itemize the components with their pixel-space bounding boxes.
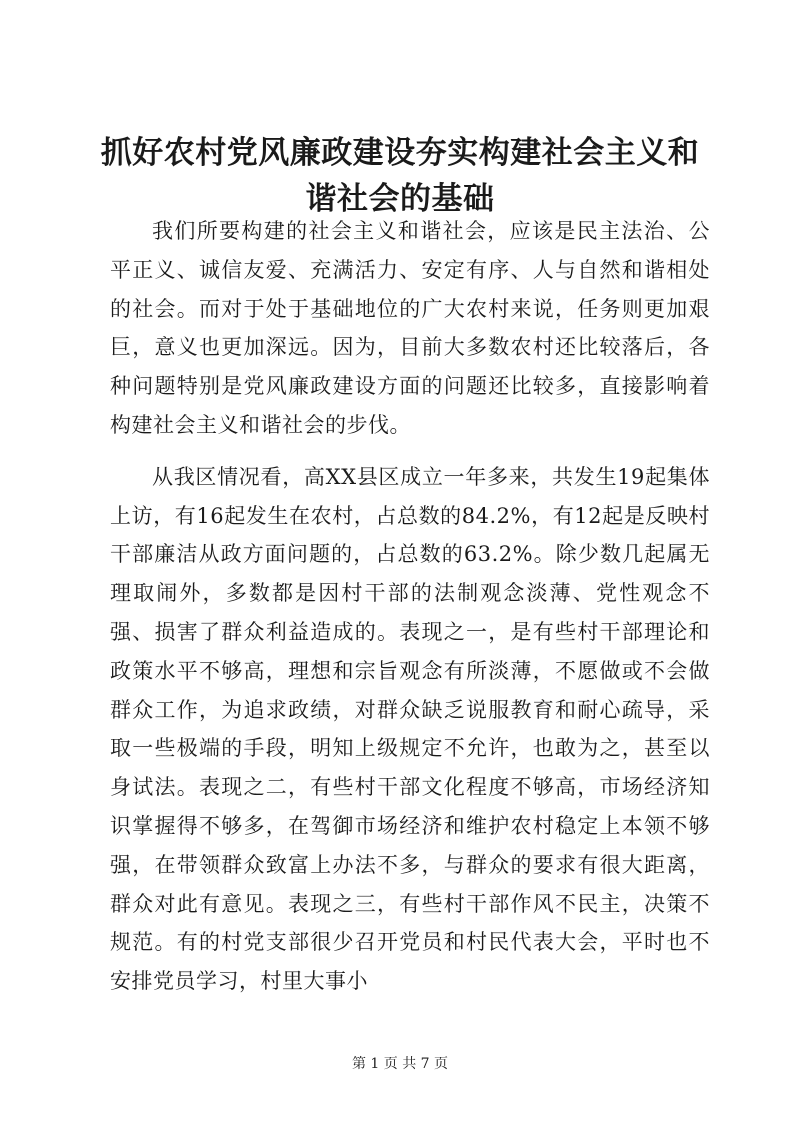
page-number-footer: 第 1 页 共 7 页: [351, 1056, 449, 1072]
document-body: [110, 212, 710, 1001]
document-title: 抓好农村党风廉政建设夯实构建社会主义和谐社会的基础: [100, 135, 700, 217]
paragraph-2: 从我区情况看，高XX县区成立一年多来，共发生19起集体上访，有16起发生在农村，占总数的84.2%，有12起是反映村干部廉洁从政方面问题的，占总数的63.2%。除少数几起属无理取闹外，多数都是因村干部的法制观念淡薄、党性观念不强、损害了群众利益造成的。表现之一，是有些村干部理论和政策水平不够高，理想和宗旨观念有所淡薄，不愿做或不会做群众工作，为追求政绩，对群众缺乏说服教育和耐心疏导，采取一些极端的手段，明知上级规定不允许，也敢为之，甚至以身试法。表现之二，有些村干部文化程度不够高，市场经济知识掌握得不够多，在驾御市场经济和维护农村稳定上本领不够强，在带领群众致富上办法不多，与群众的要求有很大距离，群众对此有意见。表现之三，有些村干部作风不民主，决策不规范。有的村党支部很少召开党员和村民代表大会，平时也不安排党员学习，村里大事小: [110, 464, 710, 994]
paragraph-1: 我们所要构建的社会主义和谐社会，应该是民主法治、公平正义、诚信友爱、充满活力、安定有序、人与自然和谐相处的社会。而对于处于基础地位的广大农村来说，任务则更加艰巨，意义也更加深远。因为，目前大多数农村还比较落后，各种问题特别是党风廉政建设方面的问题还比较多，直接影响着构建社会主义和谐社会的步伐。: [110, 219, 710, 437]
